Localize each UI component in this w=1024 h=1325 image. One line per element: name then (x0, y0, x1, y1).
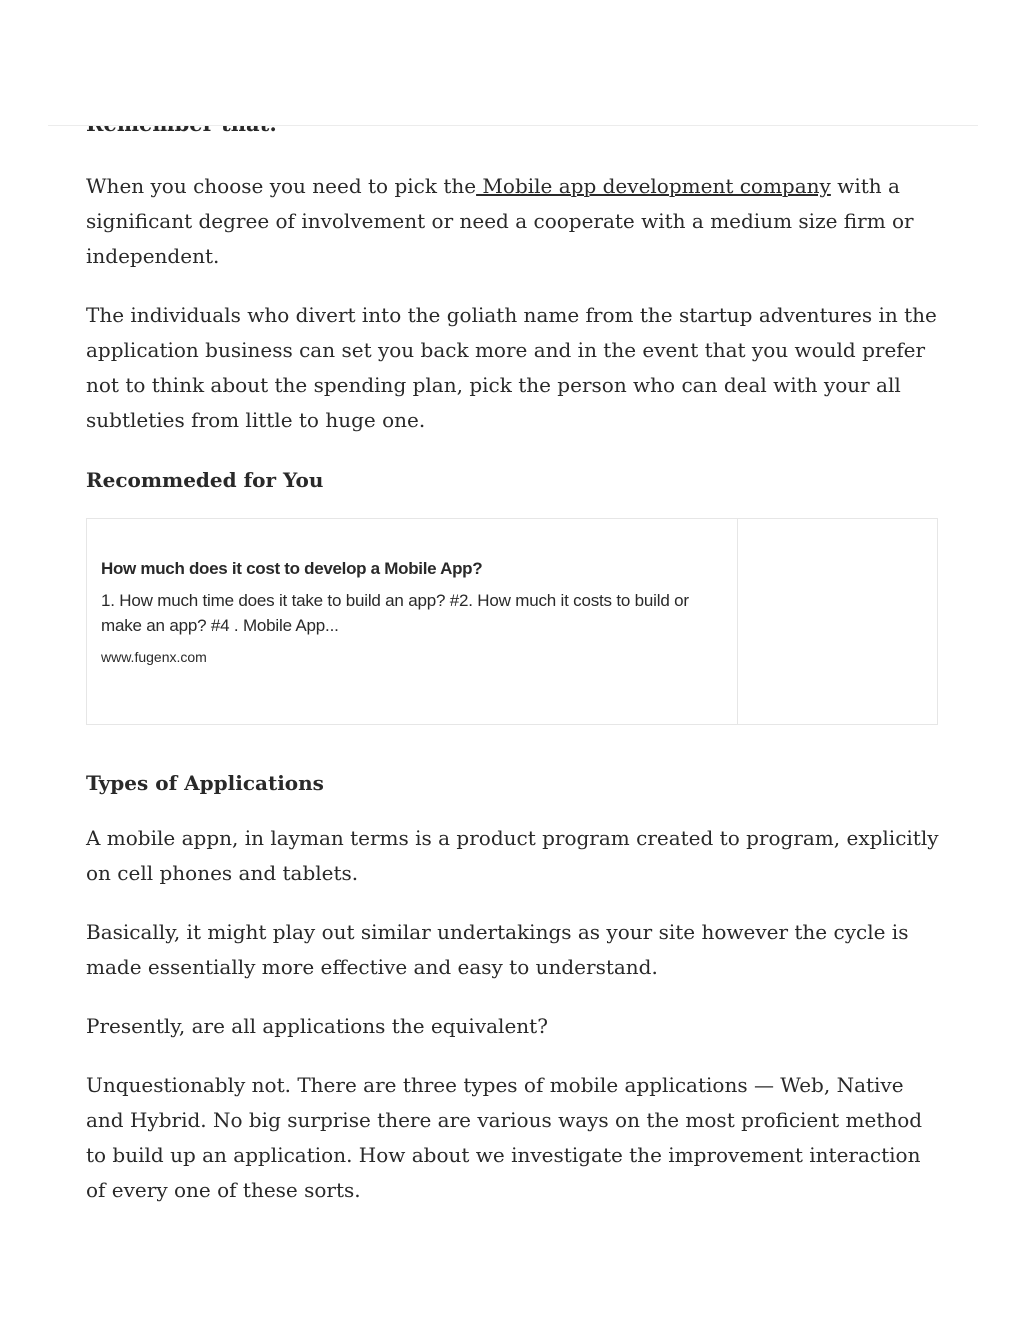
paragraph-text: When you choose you need to pick the (86, 174, 477, 198)
card-body (87, 519, 737, 724)
types-of-applications-heading: Types of Applications (86, 771, 324, 795)
card-description: 1. How much time does it take to build an app? #2. How much it costs to build or make an app? #4 . Mobile App... (101, 591, 689, 635)
article-body (86, 169, 942, 1232)
paragraph-choose-company (86, 169, 942, 274)
paragraph-mobile-app-definition: A mobile appn, in layman terms is a product program created to program, explicitly on cell phones and tablets. (86, 826, 939, 885)
card-domain: www.fugenx.com (101, 649, 207, 665)
paragraph-presently: Presently, are all applications the equivalent? (86, 1014, 548, 1038)
mobile-app-development-company-link[interactable]: Mobile app development company (476, 174, 831, 198)
recommended-link-card[interactable] (86, 518, 938, 725)
card-thumbnail (737, 519, 937, 724)
paragraph-text: with a significant degree of involvement or need a cooperate with a medium size firm or independent. (86, 174, 914, 268)
paragraph-basically: Basically, it might play out similar undertakings as your site however the cycle is made essentially more effective and easy to understand. (86, 920, 909, 979)
paragraph-individuals: The individuals who divert into the goliath name from the startup adventures in the application business can set you back more and in the event that you would prefer not to think about the spending plan, pick the person who can deal with your all subtleties from little to huge one. (86, 303, 937, 432)
paragraph-types: Unquestionably not. There are three types of mobile applications — Web, Native and Hybrid. No big surprise there are various ways on the most proficient method to build up an application. How about we investigate the improvement interaction of every one of these sorts. (86, 1073, 923, 1202)
top-header-area (0, 0, 1024, 125)
header-divider (48, 125, 978, 126)
recommended-heading: Recommeded for You (86, 468, 324, 492)
card-title: How much does it cost to develop a Mobile App? (101, 559, 483, 578)
